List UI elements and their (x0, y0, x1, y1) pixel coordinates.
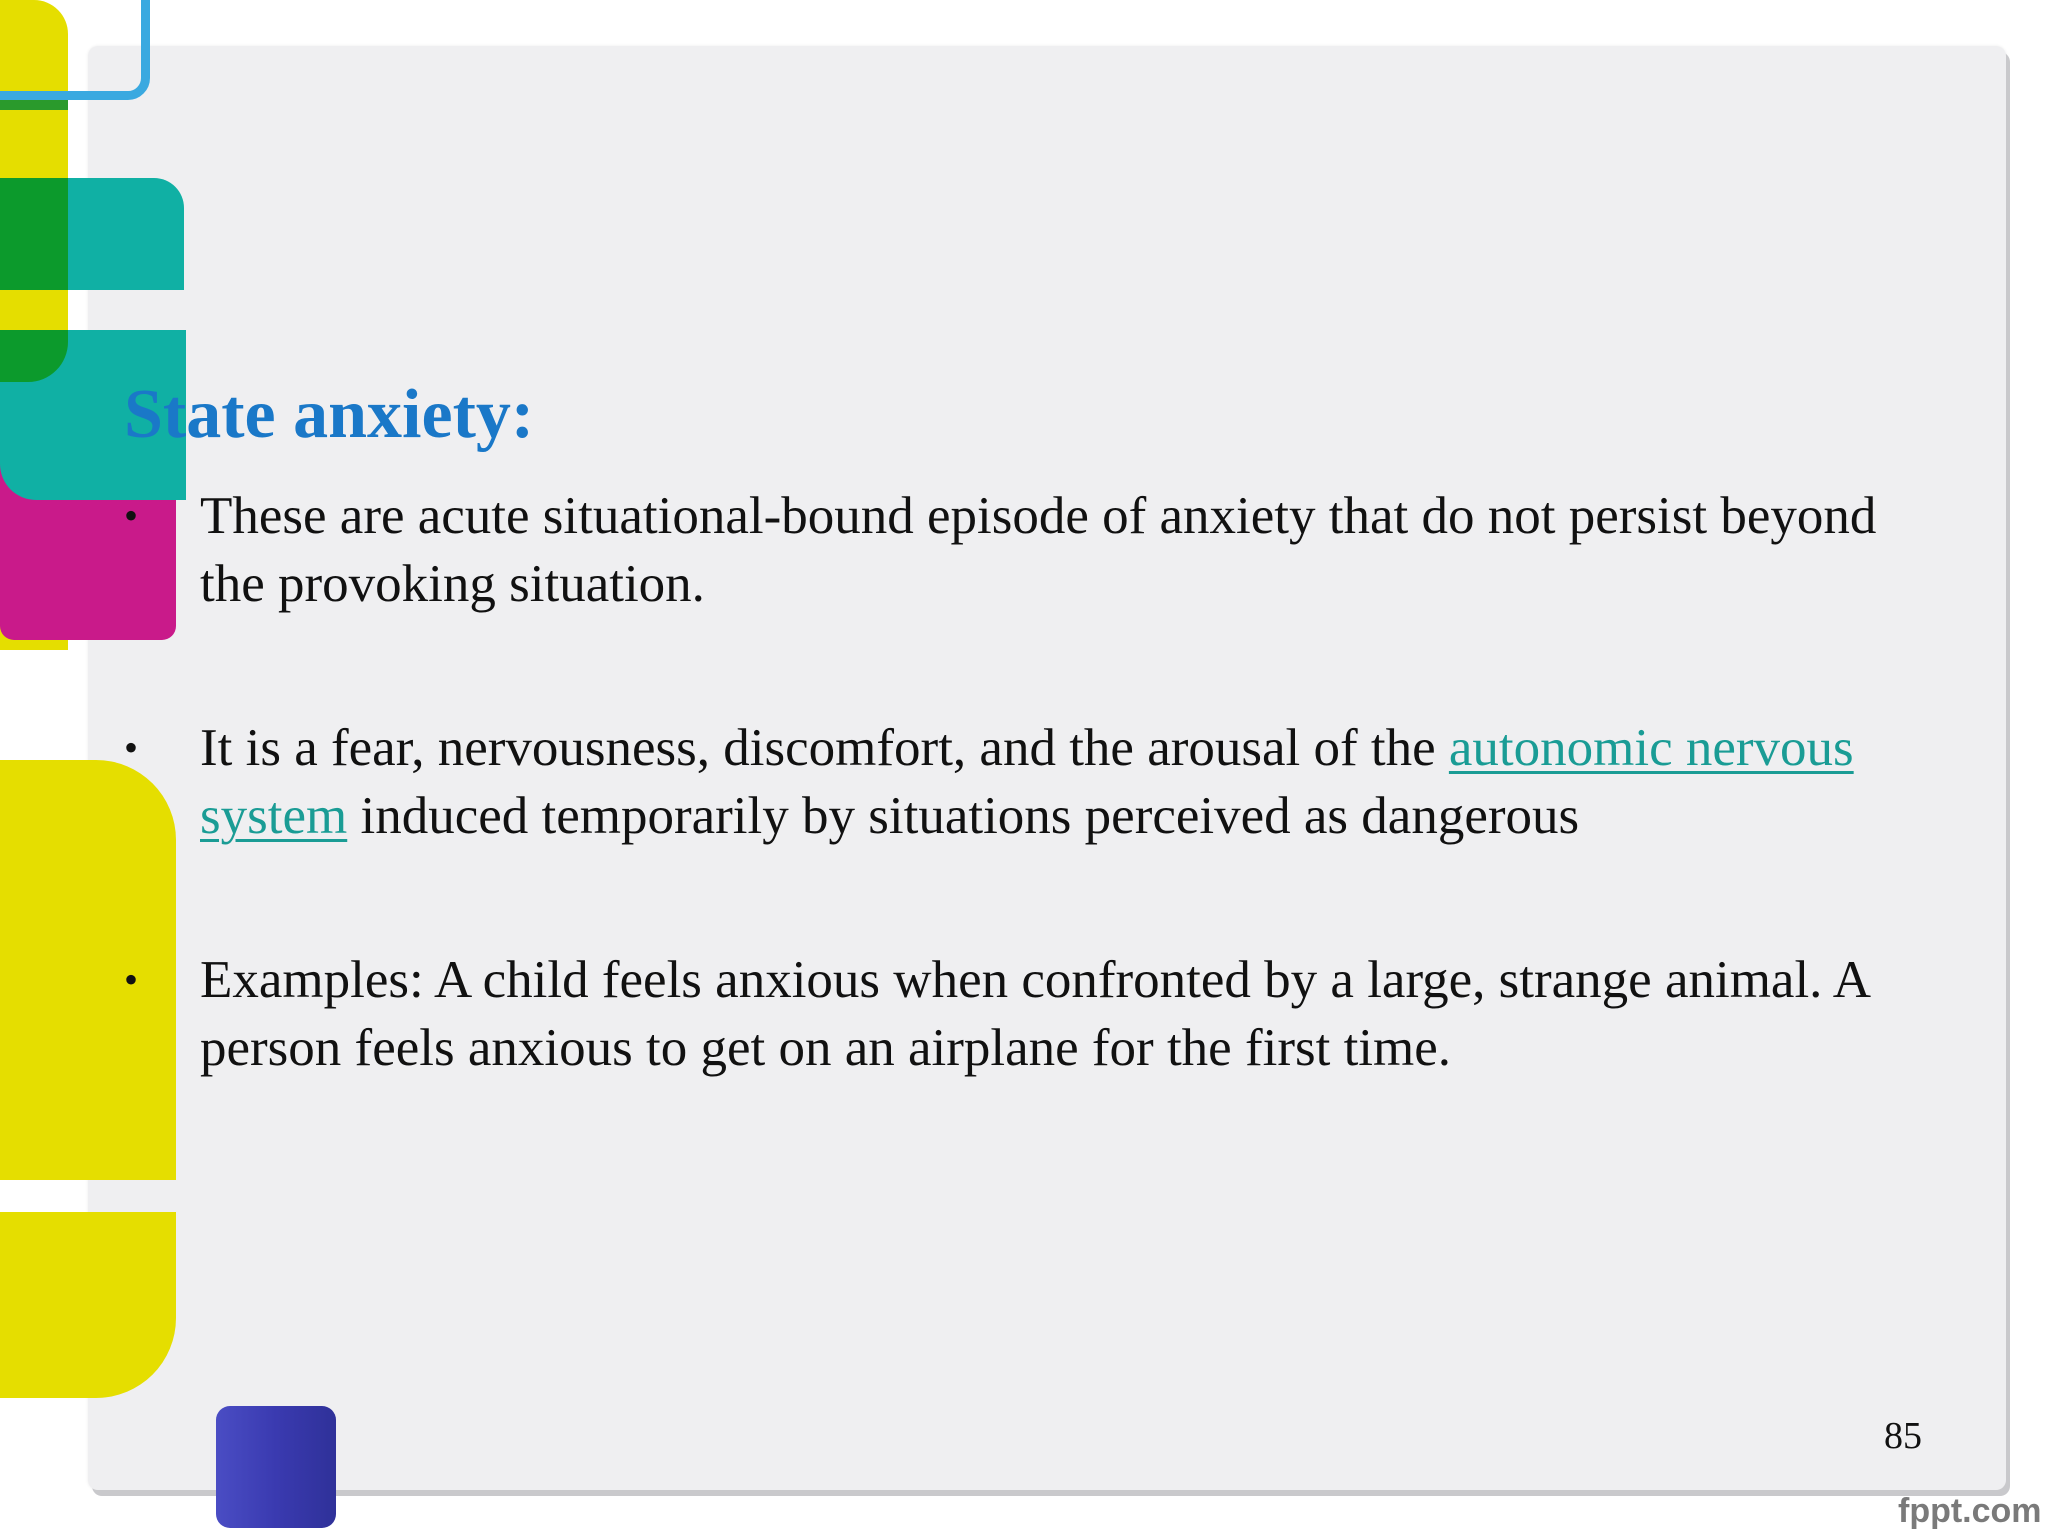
brand-watermark: fppt.com (1898, 1492, 2042, 1530)
page-number: 85 (1884, 1415, 1922, 1457)
bullet-item-fear-description (124, 714, 1904, 850)
bullet-item-state-definition (124, 482, 1904, 618)
bullet-item-examples (124, 946, 1904, 1082)
decor-yellow-block-bottom (0, 1212, 176, 1398)
bullet-marker: • (124, 957, 139, 1002)
slide-title: State anxiety: (124, 376, 535, 453)
bullet-text: These are acute situational-bound episode of anxiety that do not persist beyond the provoking situation. (200, 487, 1877, 613)
decor-green-block-upper (0, 178, 68, 290)
bullet-list (124, 482, 1904, 1178)
bullet-text-before-link: It is a fear, nervousness, discomfort, and the arousal of the (200, 719, 1449, 777)
bullet-text-after-link: induced temporarily by situations perceived as dangerous (347, 787, 1580, 845)
decor-purple-square (216, 1406, 336, 1528)
bullet-marker: • (124, 493, 139, 538)
autonomic-nervous-system-link[interactable]: autonomic nervous system (200, 719, 1854, 845)
bullet-marker: • (124, 725, 139, 770)
decor-blue-frame (0, 0, 150, 100)
bullet-text: Examples: A child feels anxious when confronted by a large, strange animal. A person feels anxious to get on an airplane for the first time. (200, 951, 1869, 1077)
